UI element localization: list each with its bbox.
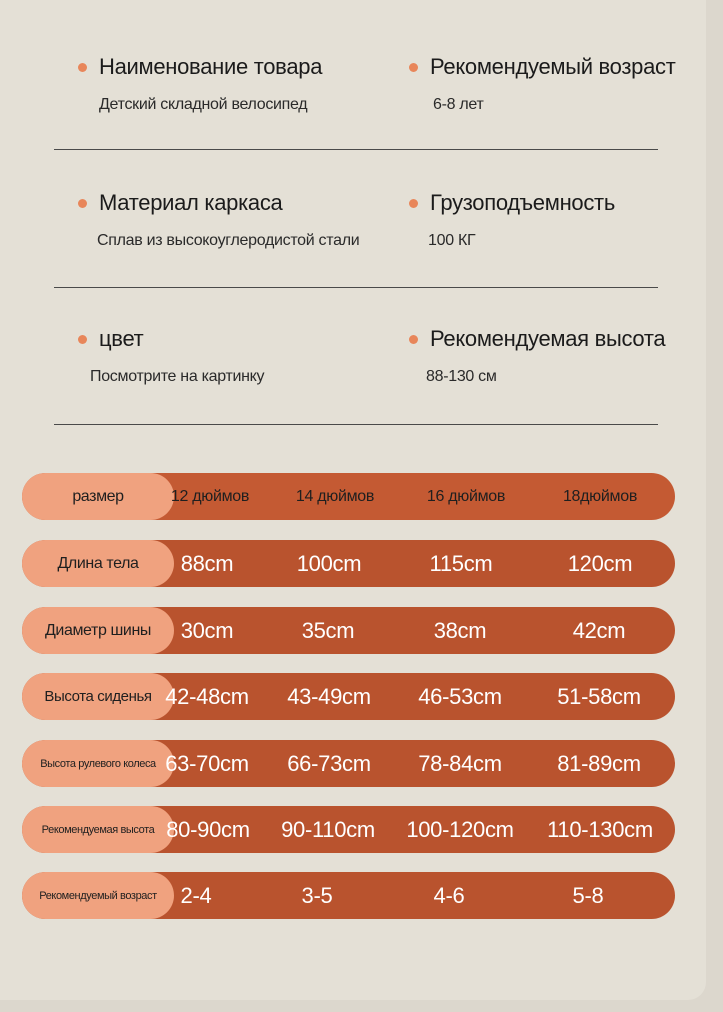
value-cell: 46-53cm xyxy=(418,683,502,709)
value-cell: 30cm xyxy=(180,617,234,643)
spec-value: Детский складной велосипед xyxy=(99,96,308,113)
value-cell: 100cm xyxy=(296,550,362,576)
value-cell: 115cm xyxy=(429,550,493,576)
size-cell: 12 дюймов xyxy=(170,487,250,505)
row-label: Рекомендуемая высота xyxy=(22,806,174,853)
spec-title: Наименование товара xyxy=(99,54,323,79)
table-row-seat-height xyxy=(22,673,675,720)
size-cell: 14 дюймов xyxy=(295,487,375,505)
table-row-recommended-age xyxy=(22,872,675,919)
row-label: Высота сиденья xyxy=(22,673,174,720)
value-cell: 43-49cm xyxy=(287,683,371,709)
value-cell: 51-58cm xyxy=(557,683,641,709)
value-cell: 5-8 xyxy=(572,882,604,908)
value-cell: 3-5 xyxy=(301,882,333,908)
row-label: Высота рулевого колеса xyxy=(22,740,174,787)
table-row-tire-diameter xyxy=(22,607,675,654)
divider xyxy=(54,424,658,425)
spec-value: Сплав из высокоуглеродистой стали xyxy=(97,232,360,249)
row-label: размер xyxy=(22,473,174,520)
spec-value: 88-130 см xyxy=(426,368,497,385)
spec-value: 6-8 лет xyxy=(433,96,484,113)
value-cell: 78-84cm xyxy=(418,750,502,776)
size-table-header-row xyxy=(22,473,675,520)
value-cell: 81-89cm xyxy=(557,750,641,776)
bullet-dot-icon xyxy=(78,63,87,72)
value-cell: 88cm xyxy=(180,550,234,576)
value-cell: 42cm xyxy=(572,617,626,643)
spec-title: Материал каркаса xyxy=(99,190,283,215)
bullet-dot-icon xyxy=(409,63,418,72)
value-cell: 80-90cm xyxy=(166,816,250,842)
row-label: Длина тела xyxy=(22,540,174,587)
value-cell: 63-70cm xyxy=(165,750,249,776)
value-cell: 66-73cm xyxy=(287,750,371,776)
value-cell: 110-130cm xyxy=(547,816,653,842)
spec-title: Рекомендуемый возраст xyxy=(430,54,676,79)
spec-title: Рекомендуемая высота xyxy=(430,326,666,351)
row-label: Диаметр шины xyxy=(22,607,174,654)
row-label: Рекомендуемый возраст xyxy=(22,872,174,919)
value-cell: 35cm xyxy=(301,617,355,643)
spec-title: Грузоподъемность xyxy=(430,190,615,215)
spec-value: 100 КГ xyxy=(428,232,476,249)
table-row-handlebar-height xyxy=(22,740,675,787)
spec-frame-material xyxy=(78,190,359,250)
spec-product-name xyxy=(78,54,322,114)
bullet-dot-icon xyxy=(409,199,418,208)
table-row-recommended-height xyxy=(22,806,675,853)
divider xyxy=(54,149,658,150)
value-cell: 120cm xyxy=(567,550,633,576)
bullet-dot-icon xyxy=(409,335,418,344)
spec-title: цвет xyxy=(99,326,144,351)
value-cell: 100-120cm xyxy=(406,816,514,842)
table-row-body-length xyxy=(22,540,675,587)
size-cell: 18дюймов xyxy=(562,487,638,505)
bullet-dot-icon xyxy=(78,335,87,344)
value-cell: 90-110cm xyxy=(281,816,375,842)
size-cell: 16 дюймов xyxy=(426,487,506,505)
bullet-dot-icon xyxy=(78,199,87,208)
value-cell: 38cm xyxy=(433,617,487,643)
spec-value: Посмотрите на картинку xyxy=(90,368,265,385)
divider xyxy=(54,287,658,288)
spec-recommended-height xyxy=(409,326,665,386)
value-cell: 4-6 xyxy=(433,882,465,908)
value-cell: 2-4 xyxy=(180,882,212,908)
spec-color xyxy=(78,326,264,386)
spec-load-capacity xyxy=(409,190,615,250)
spec-recommended-age xyxy=(409,54,676,114)
value-cell: 42-48cm xyxy=(165,683,249,709)
